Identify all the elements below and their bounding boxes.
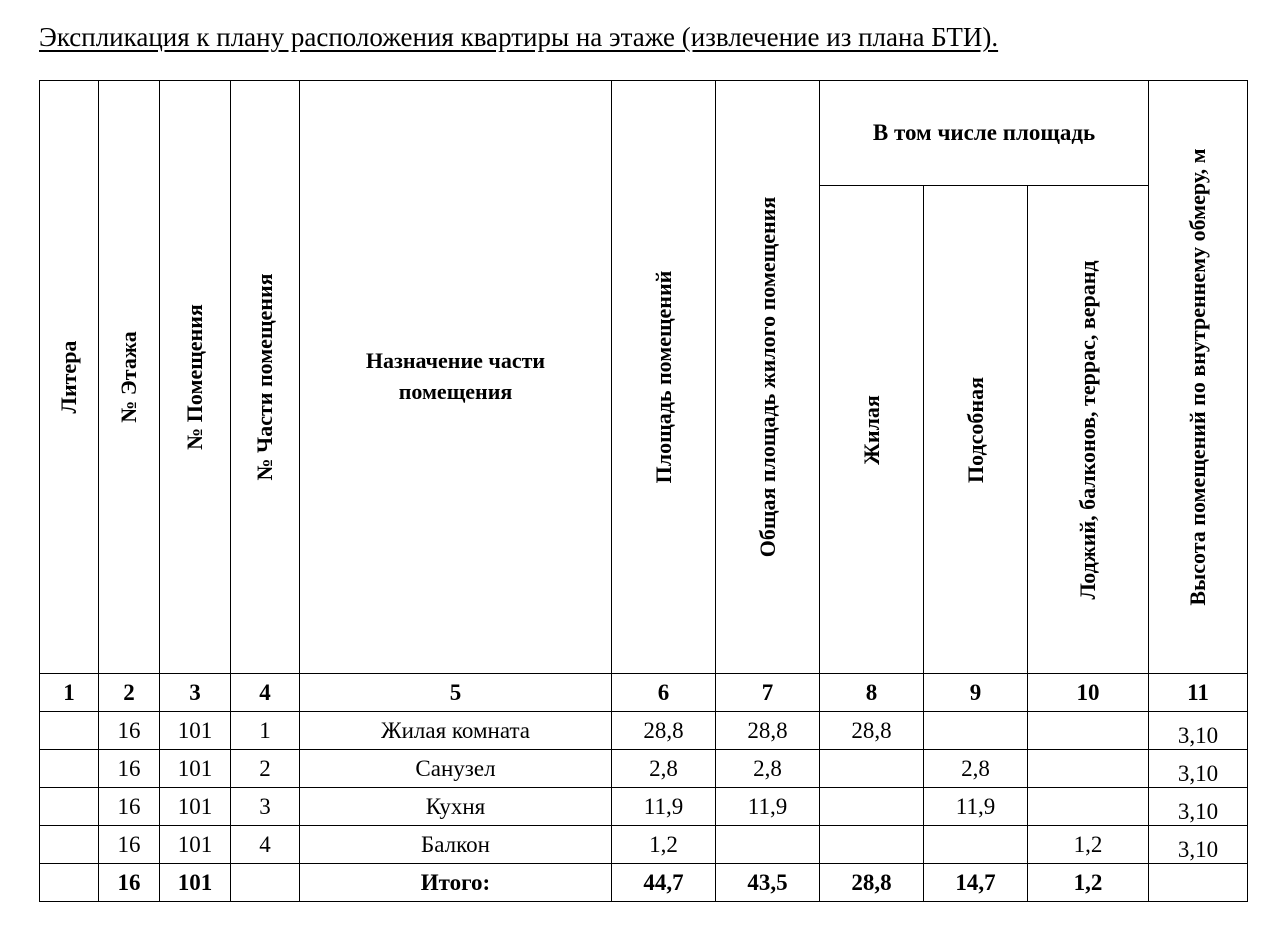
table-row — [40, 788, 1248, 826]
document-title: Экспликация к плану расположения квартиры на этаже (извлечение из плана БТИ). — [39, 22, 999, 52]
cell: 28,8 — [716, 712, 820, 750]
cell: 3,10 — [1149, 826, 1248, 864]
header-row — [40, 81, 1248, 186]
header-loggias: Лоджий, балконов, террас, веранд — [1028, 186, 1149, 674]
total-cell — [40, 864, 99, 902]
total-cell: 14,7 — [924, 864, 1028, 902]
cell — [820, 750, 924, 788]
table-row — [40, 712, 1248, 750]
cell: 28,8 — [820, 712, 924, 750]
total-cell: 28,8 — [820, 864, 924, 902]
col-num: 2 — [99, 674, 160, 712]
col-num: 1 — [40, 674, 99, 712]
col-num: 11 — [1149, 674, 1248, 712]
header-room: № Помещения — [160, 81, 231, 674]
header-area: Площадь помещений — [612, 81, 716, 674]
total-cell: 43,5 — [716, 864, 820, 902]
header-auxiliary: Подсобная — [924, 186, 1028, 674]
total-cell: 16 — [99, 864, 160, 902]
cell — [1028, 788, 1149, 826]
header-floor: № Этажа — [99, 81, 160, 674]
cell: 3,10 — [1149, 788, 1248, 826]
header-living: Жилая — [820, 186, 924, 674]
total-cell: 101 — [160, 864, 231, 902]
cell: 3,10 — [1149, 712, 1248, 750]
cell: 1 — [231, 712, 300, 750]
cell: 2,8 — [612, 750, 716, 788]
cell — [924, 826, 1028, 864]
cell: 16 — [99, 712, 160, 750]
cell: 16 — [99, 788, 160, 826]
cell — [40, 788, 99, 826]
cell: 1,2 — [1028, 826, 1149, 864]
explication-table — [39, 80, 1248, 902]
col-num: 10 — [1028, 674, 1149, 712]
cell: 16 — [99, 826, 160, 864]
col-num: 9 — [924, 674, 1028, 712]
col-num: 7 — [716, 674, 820, 712]
total-label: Итого: — [300, 864, 612, 902]
header-litera: Литера — [40, 81, 99, 674]
cell: 101 — [160, 712, 231, 750]
table-row — [40, 826, 1248, 864]
cell: 16 — [99, 750, 160, 788]
cell — [1028, 712, 1149, 750]
header-height: Высота помещений по внутреннему обмеру, м — [1149, 81, 1248, 674]
cell: 101 — [160, 826, 231, 864]
cell: 11,9 — [924, 788, 1028, 826]
total-row — [40, 864, 1248, 902]
cell: 2,8 — [924, 750, 1028, 788]
total-cell: 44,7 — [612, 864, 716, 902]
header-part: № Части помещения — [231, 81, 300, 674]
cell — [40, 712, 99, 750]
cell — [716, 826, 820, 864]
cell: 1,2 — [612, 826, 716, 864]
cell: 101 — [160, 750, 231, 788]
cell — [40, 826, 99, 864]
table-row — [40, 750, 1248, 788]
cell — [924, 712, 1028, 750]
cell: 11,9 — [716, 788, 820, 826]
cell: Санузел — [300, 750, 612, 788]
col-num: 3 — [160, 674, 231, 712]
header-purpose: Назначение части помещения — [300, 81, 612, 674]
col-num: 8 — [820, 674, 924, 712]
cell: Балкон — [300, 826, 612, 864]
cell: 3 — [231, 788, 300, 826]
cell: Кухня — [300, 788, 612, 826]
cell — [1028, 750, 1149, 788]
total-cell — [1149, 864, 1248, 902]
total-cell: 1,2 — [1028, 864, 1149, 902]
header-group: В том числе площадь — [820, 81, 1149, 186]
col-num: 6 — [612, 674, 716, 712]
cell: 2,8 — [716, 750, 820, 788]
cell: 3,10 — [1149, 750, 1248, 788]
col-num: 4 — [231, 674, 300, 712]
cell — [820, 788, 924, 826]
cell: 101 — [160, 788, 231, 826]
cell — [820, 826, 924, 864]
cell: 4 — [231, 826, 300, 864]
col-num: 5 — [300, 674, 612, 712]
total-cell — [231, 864, 300, 902]
cell — [40, 750, 99, 788]
header-total-living: Общая площадь жилого помещения — [716, 81, 820, 674]
cell: 28,8 — [612, 712, 716, 750]
cell: 2 — [231, 750, 300, 788]
column-numbers-row — [40, 674, 1248, 712]
cell: 11,9 — [612, 788, 716, 826]
cell: Жилая комната — [300, 712, 612, 750]
